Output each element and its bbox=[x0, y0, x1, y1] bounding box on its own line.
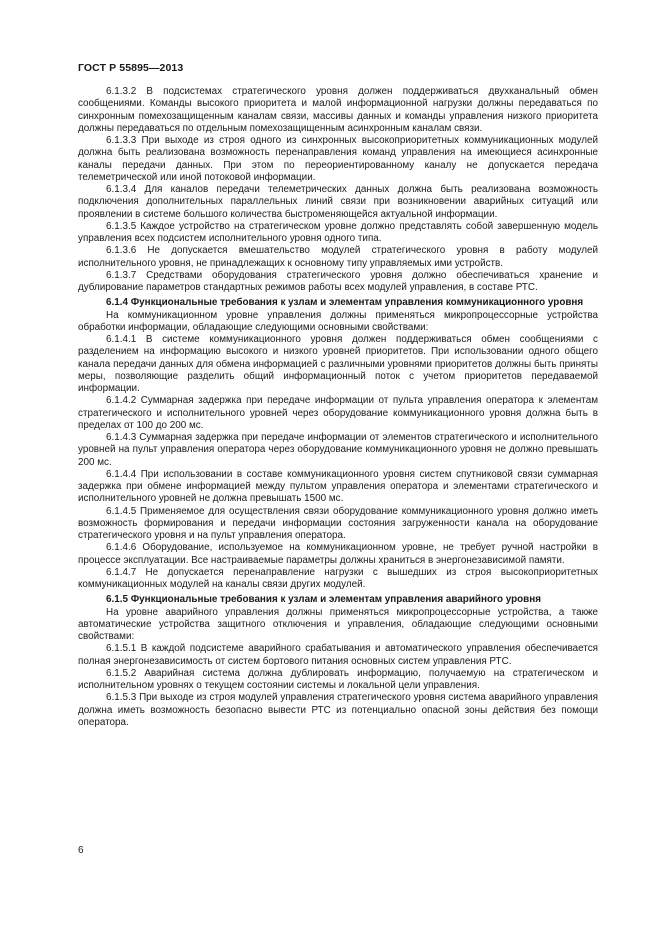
paragraph-6-1-4-4: 6.1.4.4 При использовании в составе коммуникационного уровня систем спутниковой связи суммарная задержка при обмене информацией между пультом управления оператора и элементами стратегического и исполнительного уровней не должна превышать 1500 мс. bbox=[78, 468, 598, 505]
document-body bbox=[78, 86, 598, 729]
paragraph-6-1-4-2: 6.1.4.2 Суммарная задержка при передаче информации от пульта управления оператора к элементам стратегического и исполнительного уровней через оборудование коммуникационного уровня должна быть в пределах от 100 до 200 мс. bbox=[78, 395, 598, 431]
section-heading-6-1-5: 6.1.5 Функциональные требования к узлам и элементам управления аварийного уровня bbox=[106, 594, 541, 606]
paragraph-6-1-3-7: 6.1.3.7 Средствами оборудования стратегического уровня должно обеспечиваться хранение и дублирование параметров стандартных режимов работы всех модулей управления, в составе РТС. bbox=[78, 269, 598, 293]
paragraph-6-1-5-2: 6.1.5.2 Аварийная система должна дублировать информацию, получаемую на стратегическом и исполнительном уровнях о текущем состоянии системы и локальной цели управления. bbox=[78, 667, 598, 691]
paragraph-6-1-4-intro: На коммуникационном уровне управления должны применяться микропроцессорные устройства обработки информации, обладающие следующими основными свойствами: bbox=[78, 309, 598, 333]
document-header: ГОСТ Р 55895—2013 bbox=[78, 62, 184, 74]
paragraph-6-1-3-6: 6.1.3.6 Не допускается вмешательство модулей стратегического уровня в работу модулей исполнительного уровня, не принадлежащих к основному типу управляемых ими устройств. bbox=[78, 245, 598, 269]
paragraph-6-1-3-4: 6.1.3.4 Для каналов передачи телеметрических данных должна быть реализована возможность подключения дополнительных параллельных линий связи при возникновении аварийных ситуаций или проявлении в системе большого количества быстроменяющейся актуальной информации. bbox=[78, 184, 598, 220]
page-number: 6 bbox=[78, 845, 84, 856]
paragraph-6-1-3-2: 6.1.3.2 В подсистемах стратегического уровня должен поддерживаться двухканальный обмен сообщениями. Команды высокого приоритета и малой информационной нагрузки должны передаваться по синхронным помехозащищенным каналам связи, массивы данных и команды управления низкого приоритета должны передаваться по отдельным помехозащищенным асинхронным каналам связи. bbox=[78, 86, 598, 134]
paragraph-6-1-4-1: 6.1.4.1 В системе коммуникационного уровня должен поддерживаться обмен сообщениями с разделением на информацию высокого и низкого уровней приоритетов. При использовании одного общего канала передачи данных для обмена информацией с различными уровнями приоритетов должны быть приняты меры, позволяющие разделить общий информационный поток с учетом приоритетов передаваемой информации. bbox=[78, 334, 598, 394]
paragraph-6-1-4-5: 6.1.4.5 Применяемое для осуществления связи оборудование коммуникационного уровня должно иметь возможность формирования и передачи информации состояния загруженности канала на оборудование стратегического уровня и на пульт управления оператора. bbox=[78, 505, 598, 541]
paragraph-6-1-3-5: 6.1.3.5 Каждое устройство на стратегическом уровне должно представлять собой завершенную модель управления всех подсистем исполнительного уровня одного типа. bbox=[78, 220, 598, 244]
paragraph-6-1-5-3: 6.1.5.3 При выходе из строя модулей управления стратегического уровня система аварийного управления должна иметь возможность безопасно вывести РТС из потенциально опасной зоны действия без помощи оператора. bbox=[78, 692, 598, 728]
paragraph-6-1-5-1: 6.1.5.1 В каждой подсистеме аварийного срабатывания и автоматического управления обеспечивается полная энергонезависимость от систем бортового питания основных систем управления РТС. bbox=[78, 643, 598, 667]
paragraph-6-1-4-3: 6.1.4.3 Суммарная задержка при передаче информации от элементов стратегического и исполнительного уровней на пульт управления оператора через оборудование коммуникационного уровня не должно превышать 200 мс. bbox=[78, 432, 598, 468]
paragraph-6-1-3-3: 6.1.3.3 При выходе из строя одного из синхронных высокоприоритетных коммуникационных модулей должна быть реализована возможность перенаправления команд управления на имеющиеся асинхронные каналы передачи данных. При этом по переориентированному каналу не допускается передача телеметрической или иной потоковой информации. bbox=[78, 135, 598, 183]
paragraph-6-1-4-6: 6.1.4.6 Оборудование, используемое на коммуникационном уровне, не требует ручной настройки в процессе эксплуатации. Все настраиваемые параметры должны храниться в энергонезависимой памяти. bbox=[78, 542, 598, 566]
paragraph-6-1-5-intro: На уровне аварийного управления должны применяться микропроцессорные устройства, а также автоматические устройства защитного отключения и управления, обладающие следующими основными свойствами: bbox=[78, 606, 598, 642]
paragraph-6-1-4-7: 6.1.4.7 Не допускается перенаправление нагрузки с вышедших из строя высокоприоритетных коммуникационных модулей на каналы связи других модулей. bbox=[78, 566, 598, 590]
section-heading-6-1-4: 6.1.4 Функциональные требования к узлам и элементам управления коммуникационного уровня bbox=[106, 297, 584, 309]
